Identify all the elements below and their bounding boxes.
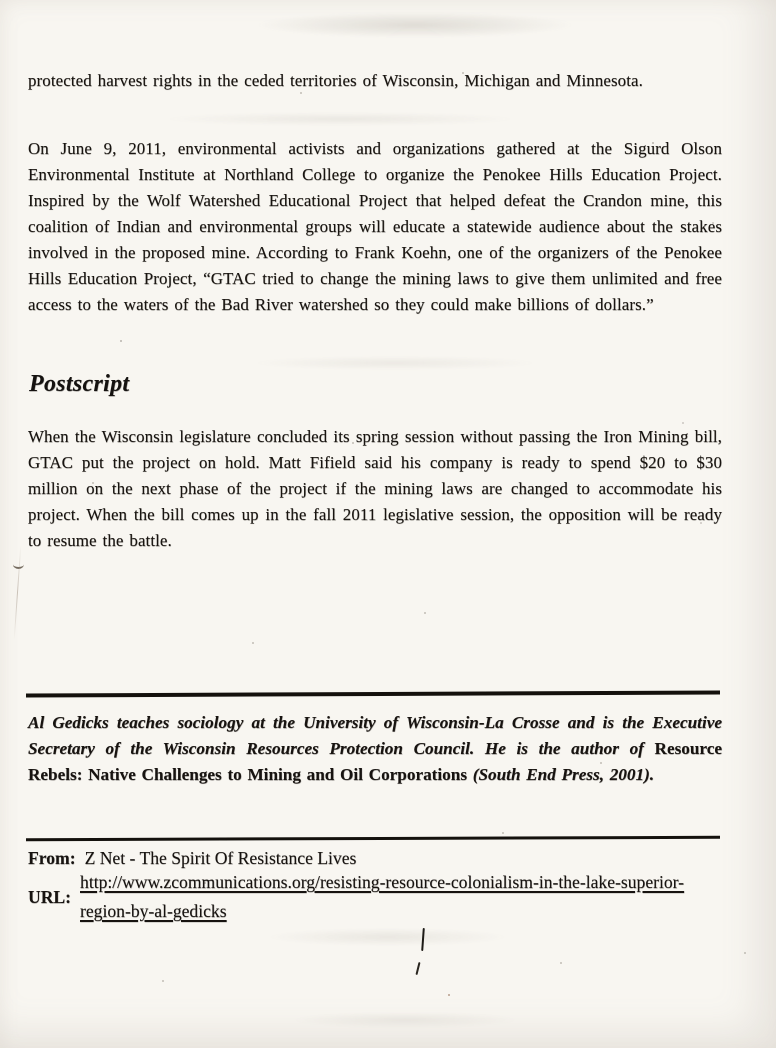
stray-pen-stroke-slash xyxy=(415,962,420,975)
url-label: URL: xyxy=(28,886,72,907)
scan-speckles xyxy=(0,0,2,2)
paragraph-postscript-body: When the Wisconsin legislature concluded its spring session without passing the Iron Mining bill, GTAC put the project on hold. Matt Fifield said his company is ready to spend $20 to $30 million on the next phase of the project if the mining laws are changed to accommodate his project. When the bill comes up in the fall 2011 legislative session, the opposition will be ready to resume the battle. xyxy=(28,427,722,550)
author-note xyxy=(28,710,722,788)
paragraph-penokee-education-project: On June 9, 2011, environmental activists and organizations gathered at the Sigurd Olson Environmental Institute at Northland College to organize the Penokee Hills Education Project. Inspired by the Wolf Watershed Educational Project that helped defeat the Crandon mine, this coalition of Indian and environmental groups will educate a statewide audience about the stakes involved in the proposed mine. According to Frank Koehn, one of the organizers of the Penokee Hills Education Project, “GTAC tried to change the mining laws to give them unlimited and free access to the waters of the Bad River watershed so they could make billions of dollars.” xyxy=(28,139,722,314)
scan-smudge-above-postscript xyxy=(250,356,540,370)
author-note-tail: (South End Press, 2001). xyxy=(472,765,655,784)
url-value: http://www.zcommunications.org/resisting-resource-colonialism-in-the-lake-superior-region-by-al-gedicks xyxy=(80,872,685,921)
scan-smudge-bottom-upper xyxy=(265,928,510,946)
postscript-heading: Postscript xyxy=(29,371,130,397)
scan-smudge-bottom-lower xyxy=(290,1012,520,1028)
from-value: Z Net - The Spirit Of Resistance Lives xyxy=(84,848,357,868)
source-url-row xyxy=(28,868,722,926)
stray-pen-stroke-vertical xyxy=(421,928,425,951)
from-label: From: xyxy=(28,848,76,868)
author-note-lead: Al Gedicks teaches sociology at the University of Wisconsin-La Crosse and is the Executive Secretary of the Wisconsin Resources Protection Council. He is the author of xyxy=(28,713,722,758)
scan-smudge-under-first-paragraph xyxy=(160,112,520,126)
book-title: Resource Rebels: Native Challenges to Mining and Oil Corporations xyxy=(28,739,722,784)
divider-above-author-note xyxy=(26,690,720,697)
scan-smudge-top xyxy=(255,12,575,38)
divider-above-source-info xyxy=(26,836,720,841)
paragraph-harvest-rights: protected harvest rights in the ceded territories of Wisconsin, Michigan and Minnesota. xyxy=(28,71,643,90)
